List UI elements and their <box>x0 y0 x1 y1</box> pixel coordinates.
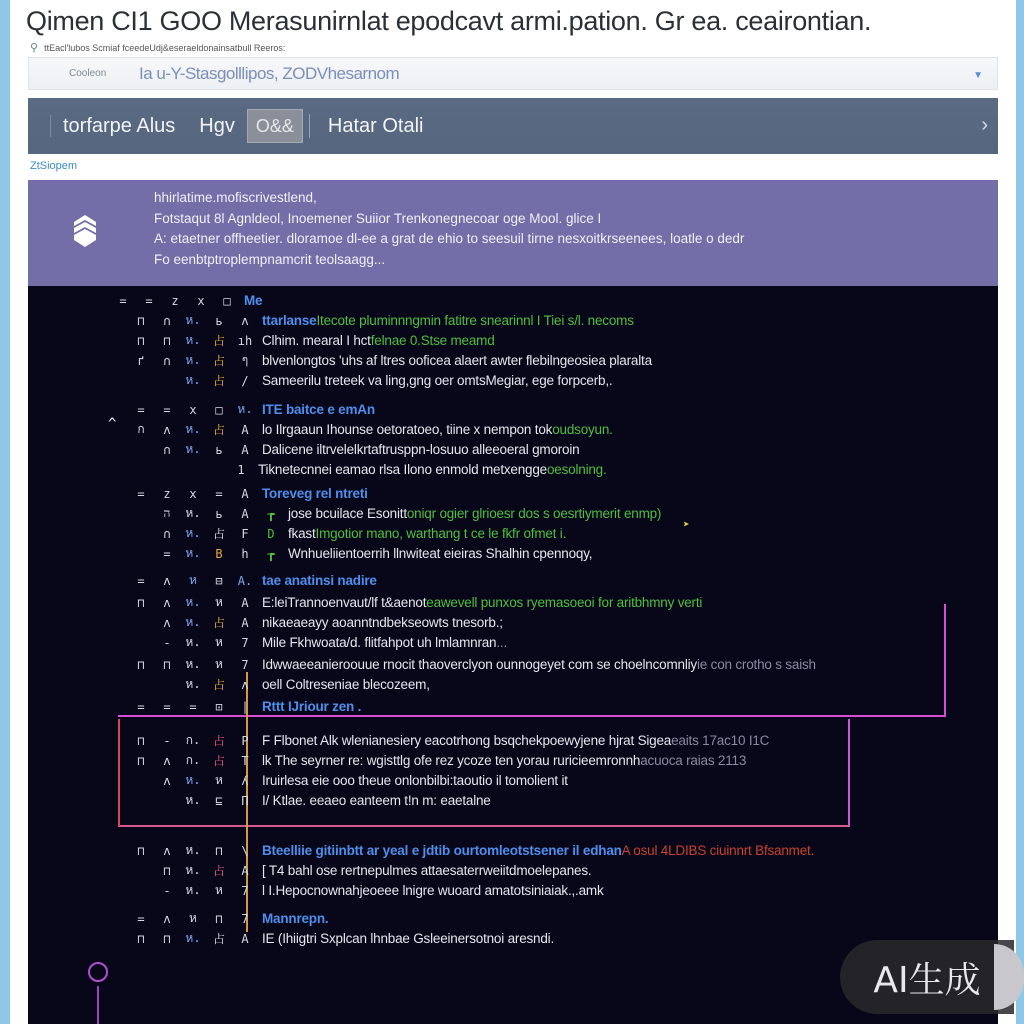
gutter-glyph-icon: = <box>137 699 145 714</box>
log-text: tae anatinsi nadire <box>262 573 377 588</box>
gutter-glyph-icon: B <box>215 546 223 561</box>
gutter-glyph-icon: - <box>163 733 171 748</box>
ai-generated-badge <box>840 940 1014 1014</box>
log-text: blvenlongtos 'uhs af ltres ooficea alaert awter flebilngeosiea plaralta <box>262 353 652 368</box>
gutter-glyph-icon: - <box>163 883 171 898</box>
gutter-glyph-icon: - <box>163 635 171 650</box>
gutter-glyph-icon: A <box>241 863 249 878</box>
log-text: Mile Fkhwoata/d. flitfahpot uh lmlamnran <box>262 635 497 650</box>
gutter-glyph-icon: 7 <box>241 657 249 672</box>
gutter-glyph-icon: ห. <box>185 422 201 436</box>
gutter-glyph-icon: 占 <box>212 864 225 878</box>
banner-line: hhirlatime.mofiscrivestlend, <box>154 190 317 205</box>
log-text: Iruirlesa eie ooo theue onlonbilbi:taoutio il tomolient it <box>262 773 568 788</box>
log-text: Bteelliie gitiinbtt ar yeal e jdtib ourtomleotstsener il edhan <box>262 843 622 858</box>
log-text: [ T4 bahl ose rertnepulmes attaesaterrweiitdmoelepanes. <box>262 863 592 878</box>
gutter-glyph-icon: 占 <box>212 734 225 748</box>
gutter-glyph-icon: ห. <box>185 506 201 520</box>
gutter-glyph-icon: 7 <box>241 883 249 898</box>
log-text: Dalicene iltrvelelkrtaftrusppn-losuuo alleeoeral gmoroin <box>262 442 580 457</box>
gutter-glyph-icon: 7 <box>241 635 249 650</box>
gutter-glyph-icon: ⊓ <box>137 843 145 858</box>
gutter-glyph-icon: D <box>267 526 275 541</box>
gutter-glyph-icon: 7 <box>241 911 249 926</box>
log-text: Rttt IJriour zen . <box>262 699 362 714</box>
gutter-glyph-icon: A. <box>237 573 253 588</box>
log-row[interactable] <box>128 697 361 716</box>
gutter-glyph-icon: П <box>241 793 249 808</box>
search-input[interactable]: Ia u-Y-Stasgolllipos, ZODVhesarnom <box>139 63 400 83</box>
log-text-highlight: oesolning. <box>546 462 607 477</box>
shield-chevron-icon <box>72 214 98 248</box>
gutter-glyph-icon: ʌ <box>163 595 171 610</box>
gutter-glyph-icon: 占 <box>212 678 225 692</box>
gutter-glyph-icon: ⊓ <box>137 313 145 328</box>
gutter-glyph-icon: = <box>163 546 171 561</box>
gutter-glyph-icon: ʌ <box>163 911 171 926</box>
gutter-glyph-icon: ʎ <box>241 773 249 788</box>
gutter-glyph-icon: ห. <box>185 793 201 807</box>
gutter-glyph-icon: 占 <box>212 334 225 348</box>
gutter-glyph-icon: ʌ <box>163 573 171 588</box>
log-row[interactable] <box>128 400 375 419</box>
terminal-output[interactable] <box>28 286 998 1024</box>
chevron-down-icon[interactable]: ▼ <box>973 70 983 81</box>
log-text: fkast <box>288 526 316 541</box>
gutter-glyph-icon: A <box>241 422 249 437</box>
gutter-glyph-icon: ʌ <box>163 422 171 437</box>
gutter-glyph-icon: A <box>241 506 249 521</box>
log-row[interactable] <box>128 331 495 350</box>
log-row[interactable] <box>154 881 604 900</box>
banner-line: Fo eenbtptroplempnamcrit teolsaagg... <box>154 251 386 267</box>
log-row[interactable] <box>110 291 262 310</box>
gutter-glyph-icon: ห. <box>185 595 201 609</box>
tab-torfarpe[interactable]: torfarpe Alus <box>63 114 176 137</box>
link-icon: ⚲ <box>30 42 39 54</box>
gutter-glyph-icon: ห <box>215 635 223 649</box>
gutter-glyph-icon: ห. <box>185 863 201 877</box>
badge-edge <box>994 944 1024 1010</box>
gutter-glyph-icon: A <box>241 486 249 501</box>
gutter-glyph-icon: = <box>145 293 153 308</box>
log-row[interactable] <box>154 633 507 652</box>
search-label: Cooleon <box>69 68 107 79</box>
gutter-glyph-icon: P <box>241 733 249 748</box>
subtitle-text: ttEacl'lubos Scmiaf fceedeUdj&eseraeldonainsatbull Reeros: <box>44 42 286 53</box>
window-title: Qimen CI1 GOO Merasunirnlat epodcavt armi.pation. Gr ea. ceairontian. <box>26 6 872 36</box>
banner-line: Fotstaqut 8l Agnldeol, Inoemener Suiior Trenkonegnecoar oge Mool. glice I <box>154 210 602 226</box>
gutter-glyph-icon: 占 <box>212 527 225 541</box>
log-text: E:leiTrannoenvaut/lf t&aenot <box>262 595 427 610</box>
gutter-glyph-icon: 占 <box>212 754 225 768</box>
app-window <box>10 0 1016 1024</box>
gutter-glyph-icon: □ <box>215 402 223 417</box>
gutter-glyph-icon: ∩ <box>163 313 171 328</box>
gutter-glyph-icon: ⊓ <box>163 931 171 946</box>
log-row[interactable] <box>154 613 503 632</box>
log-text: Me <box>244 293 263 308</box>
gutter-glyph-icon: ⊑ <box>215 793 223 808</box>
gutter-glyph-icon: ก. <box>185 733 201 747</box>
log-text: Clhim. mearal I hct <box>262 333 371 348</box>
gutter-glyph-icon: ก <box>137 422 145 436</box>
log-text: oell Coltreseniae blecozeem, <box>262 677 430 692</box>
log-row[interactable] <box>154 771 568 790</box>
gutter-glyph-icon: ห <box>215 773 223 787</box>
gutter-glyph-icon: ь <box>215 506 223 521</box>
gutter-glyph-icon: ห. <box>185 313 201 327</box>
info-banner <box>28 180 998 286</box>
gutter-glyph-icon: ห. <box>237 402 253 416</box>
gutter-glyph-icon: ʌ <box>241 677 249 692</box>
gutter-glyph-icon: F <box>241 526 249 541</box>
gutter-glyph-icon: ห. <box>185 333 201 347</box>
gutter-glyph-icon: ь <box>215 442 223 457</box>
badge-label: AI生成 <box>873 959 981 1001</box>
log-row[interactable] <box>128 311 634 330</box>
gutter-glyph-icon: ⊓ <box>163 863 171 878</box>
log-row[interactable] <box>154 544 592 563</box>
log-row[interactable] <box>154 524 566 543</box>
collapse-caret-icon[interactable]: ^ <box>108 416 117 432</box>
gutter-glyph-icon: 占 <box>212 423 225 437</box>
gutter-glyph-icon: ห. <box>185 546 201 560</box>
gutter-glyph-icon: A <box>241 442 249 457</box>
gutter-glyph-icon: = <box>163 699 171 714</box>
log-row[interactable] <box>128 655 816 674</box>
gutter-glyph-icon: ʌ <box>163 773 171 788</box>
gutter-glyph-icon: 占 <box>212 354 225 368</box>
log-text-highlight: acuoca raias 2113 <box>640 753 747 768</box>
gutter-glyph-icon: ห. <box>185 773 201 787</box>
log-text: Wnhueliientoerrih llnwiteat eieiras Shalhin cpennoqy, <box>288 546 593 561</box>
gutter-glyph-icon: ⊓ <box>215 911 223 926</box>
gutter-glyph-icon: ┲ <box>267 506 275 521</box>
log-text-highlight: oniqr ogier glrioesr dos s oesrtiymerit enmp) <box>406 506 662 521</box>
commit-node-icon <box>88 962 108 982</box>
banner-text <box>154 188 744 270</box>
tab-hgv[interactable]: Hgv <box>199 114 235 137</box>
gutter-glyph-icon: / <box>241 373 249 388</box>
gutter-glyph-icon: ห <box>215 657 223 671</box>
gutter-glyph-icon: ⊡ <box>215 699 223 714</box>
gutter-glyph-icon: □ <box>223 293 231 308</box>
tab-active[interactable]: O&& <box>247 109 303 143</box>
gutter-glyph-icon: h <box>241 546 249 561</box>
gutter-glyph-icon: ห. <box>185 615 201 629</box>
log-row[interactable] <box>180 675 430 694</box>
gutter-glyph-icon: ıh <box>237 333 253 348</box>
gutter-glyph-icon: ⊓ <box>137 595 145 610</box>
gutter-glyph-icon: ห <box>189 573 197 587</box>
log-text: I/ Ktlae. eeaeo eanteem t!n m: eaetalne <box>262 793 491 808</box>
gutter-glyph-icon: ∩ <box>163 526 171 541</box>
gutter-glyph-icon: = <box>137 486 145 501</box>
gutter-glyph-icon: z <box>163 486 171 501</box>
gutter-glyph-icon: ห. <box>185 373 201 387</box>
gutter-glyph-icon: ⊟ <box>215 573 223 588</box>
gutter-glyph-icon: = <box>137 402 145 417</box>
gutter-glyph-icon: ∩ <box>163 353 171 368</box>
gutter-glyph-icon: ⊓ <box>137 931 145 946</box>
gutter-glyph-icon: ʌ <box>241 313 249 328</box>
gutter-glyph-icon: ห <box>189 911 197 925</box>
log-text: F Flbonet Alk wlenianesiery eacotrhong bsqchekpoewyjene hjrat Sigea <box>262 733 672 748</box>
log-text: l I.Hepocnownahjeoeee lnigre wuoard amatotsiniaiak.,.amk <box>262 883 604 898</box>
gutter-glyph-icon: x <box>197 293 205 308</box>
gutter-glyph-icon: | <box>241 699 249 714</box>
tab-hatar[interactable]: Hatar Otali <box>327 114 424 137</box>
log-row[interactable] <box>180 371 612 390</box>
log-row[interactable] <box>128 909 328 928</box>
search-bar[interactable] <box>28 57 998 90</box>
gutter-glyph-icon: ⊓ <box>215 843 223 858</box>
gutter-glyph-icon: T <box>241 753 249 768</box>
mouse-cursor-icon: ➤ <box>683 518 690 531</box>
gutter-glyph-icon: ๆ <box>241 353 249 367</box>
log-text-highlight: felnae 0.Stse meamd <box>370 333 495 348</box>
log-text: ttarlanse <box>262 313 317 328</box>
gutter-glyph-icon: ห. <box>185 657 201 671</box>
log-text: Sameerilu treteek va ling,gng oer omtsMegiar, ege forpcerb,. <box>262 373 613 388</box>
log-text-highlight: Imgotior mano, warthang t ce le fkfr ofmet i. <box>315 526 567 541</box>
log-text: nikaeaeayy aoanntndbekseowts tnesorb.; <box>262 615 503 630</box>
gutter-glyph-icon: ⊓ <box>163 333 171 348</box>
gutter-glyph-icon: = <box>119 293 127 308</box>
log-row[interactable] <box>180 791 491 810</box>
log-text: IE (Ihiigtri Sxplcan lhnbae Gsleeinersotnoi aresndi. <box>262 931 555 946</box>
gutter-glyph-icon: ь <box>215 313 223 328</box>
gutter-glyph-icon: ʌ <box>163 753 171 768</box>
gutter-glyph-icon: = <box>215 486 223 501</box>
gutter-glyph-icon: ห. <box>185 353 201 367</box>
log-text: lo Ilrgaaun Ihounse oetoratoeo, tiine x nempon tok <box>262 422 553 437</box>
gutter-glyph-icon: ห. <box>185 442 201 456</box>
gutter-glyph-icon: ʌ <box>163 615 171 630</box>
gutter-glyph-icon: z <box>171 293 179 308</box>
log-text-highlight: oudsoyun. <box>552 422 613 437</box>
log-text: lk The seyrner re: wgisttlg ofe rez ycoze ten yorau ruricieemronnh <box>262 753 641 768</box>
log-row[interactable] <box>154 504 661 523</box>
gutter-glyph-icon: 占 <box>212 932 225 946</box>
log-row[interactable] <box>128 841 814 860</box>
log-row[interactable] <box>128 751 746 770</box>
gutter-glyph-icon: ⊓ <box>137 733 145 748</box>
gutter-glyph-icon: A <box>241 615 249 630</box>
window-subtitle <box>30 41 285 54</box>
log-row[interactable] <box>228 460 607 479</box>
log-text-highlight: eaits 17ac10 I1C <box>671 733 770 748</box>
log-text-highlight: Itecote pluminnngmin fatitre snearinnl I Tiei s/l. necoms <box>316 313 634 328</box>
gutter-glyph-icon: ┲ <box>267 546 275 561</box>
log-text-highlight: eawevell punxos ryemasoeoi for aritbhmny verti <box>426 595 703 610</box>
banner-line: A: etaetner offheetier. dloramoe dl-ee a grat de ehio to seesuil tirne nesxoitkrseenees, loatle o dedr <box>154 231 745 246</box>
gutter-glyph-icon: ห. <box>185 843 201 857</box>
log-row[interactable] <box>128 571 377 590</box>
gutter-glyph-icon: ⊓ <box>137 333 145 348</box>
gutter-glyph-icon: ґ <box>137 353 145 368</box>
chevron-right-icon[interactable]: › <box>981 114 988 136</box>
gutter-glyph-icon: A <box>241 931 249 946</box>
log-text: jose bcuilace Esonitt <box>288 506 407 521</box>
log-text: Mannrepn. <box>262 911 329 926</box>
log-text-highlight: A osul 4LDIBS ciuinnrt Bfsanmet. <box>621 843 815 858</box>
gutter-glyph-icon: 占 <box>212 616 225 630</box>
breadcrumb[interactable]: ZtSiopem <box>30 160 78 172</box>
gutter-glyph-icon: ห. <box>185 677 201 691</box>
gutter-glyph-icon: A <box>241 595 249 610</box>
gutter-glyph-icon: ห. <box>185 931 201 945</box>
log-row[interactable] <box>128 731 769 750</box>
branch-line <box>97 986 99 1024</box>
log-row[interactable] <box>128 351 652 370</box>
gutter-glyph-icon: ʌ <box>163 843 171 858</box>
gutter-glyph-icon: ה <box>163 506 171 520</box>
log-row[interactable] <box>128 593 702 612</box>
gutter-glyph-icon: = <box>163 402 171 417</box>
gutter-glyph-icon: ห. <box>185 883 201 897</box>
log-text: Idwwaeeanieroouue rnocit thaoverclyon ounnogeyet com se choelncomnliy <box>262 657 697 672</box>
tab-divider <box>309 114 310 138</box>
gutter-glyph-icon: \ <box>241 843 249 858</box>
gutter-glyph-icon: = <box>137 911 145 926</box>
log-text-highlight: ... <box>496 635 508 650</box>
gutter-glyph-icon: = <box>189 699 197 714</box>
gutter-glyph-icon: ห. <box>185 635 201 649</box>
gutter-glyph-icon: ก. <box>185 753 201 767</box>
gutter-glyph-icon: 1 <box>237 462 245 477</box>
log-row[interactable] <box>128 420 613 439</box>
gutter-glyph-icon: x <box>189 486 197 501</box>
gutter-glyph-icon: ⊓ <box>137 657 145 672</box>
gutter-glyph-icon: ⊓ <box>137 753 145 768</box>
gutter-glyph-icon: ห. <box>185 526 201 540</box>
log-row[interactable] <box>154 440 579 459</box>
gutter-glyph-icon: = <box>137 573 145 588</box>
gutter-glyph-icon: x <box>189 402 197 417</box>
log-row[interactable] <box>154 861 591 880</box>
log-row[interactable] <box>128 484 368 503</box>
gutter-glyph-icon: ห <box>215 595 223 609</box>
gutter-glyph-icon: ∩ <box>163 442 171 457</box>
log-text: ITE baitce e emAn <box>262 402 375 417</box>
tab-bar <box>28 98 998 154</box>
log-text: Tiknetecnnei eamao rlsa Ilono enmold metxengge <box>258 462 547 477</box>
log-row[interactable] <box>128 929 554 948</box>
log-text: Toreveg rel ntreti <box>262 486 368 501</box>
gutter-glyph-icon: 占 <box>212 374 225 388</box>
log-text-highlight: ie con crotho s saish <box>696 657 816 672</box>
gutter-glyph-icon: ห <box>215 883 223 897</box>
gutter-glyph-icon: ⊓ <box>163 657 171 672</box>
